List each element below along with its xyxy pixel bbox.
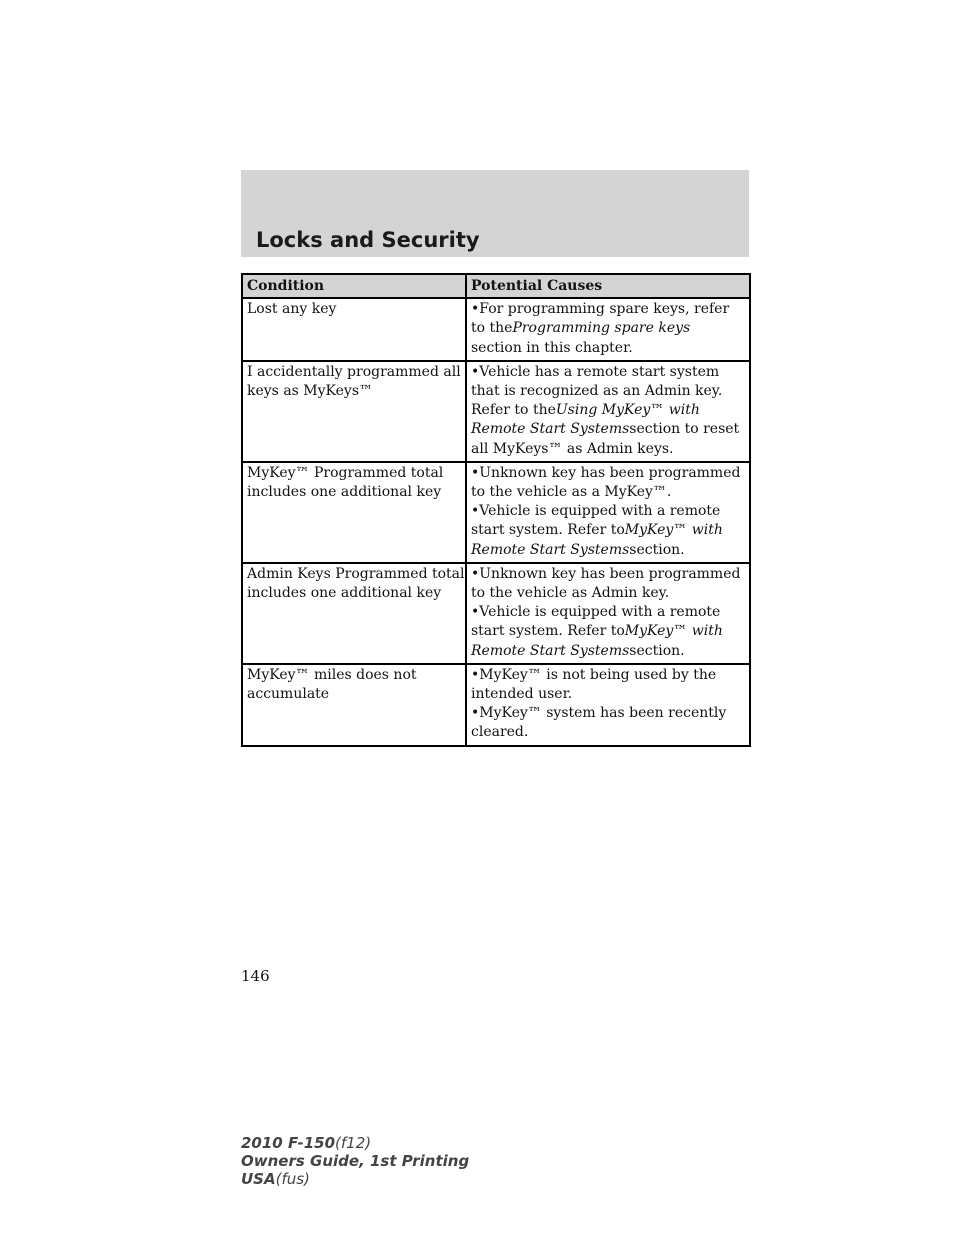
table-header-row	[242, 274, 750, 298]
potential-causes-cell	[466, 664, 750, 746]
condition-cell	[242, 298, 466, 361]
cause-line	[471, 339, 745, 358]
cause-line	[471, 584, 745, 603]
condition-text: accumulate	[247, 686, 330, 703]
potential-causes-cell	[466, 361, 750, 462]
column-header-potential-causes: Potential Causes	[466, 274, 750, 298]
cause-text: start system. Refer to	[471, 522, 625, 539]
footer-guide-line	[241, 1152, 469, 1170]
footer-market: USA	[241, 1170, 276, 1188]
footer-model-line	[241, 1134, 469, 1152]
cause-text: •Unknown key has been programmed	[471, 565, 741, 582]
cause-text: section.	[629, 541, 685, 558]
cross-reference: Using MyKey™ with	[555, 402, 700, 419]
cause-line	[471, 363, 745, 382]
cause-text: section in this chapter.	[471, 339, 633, 356]
cause-line	[471, 603, 745, 622]
cause-text: all MyKeys™ as Admin keys.	[471, 440, 674, 457]
cross-reference: Programming spare keys	[512, 320, 691, 337]
cause-text: section to reset	[629, 421, 740, 438]
cause-line	[471, 319, 745, 338]
cause-line	[471, 483, 745, 502]
condition-text: keys as MyKeys™	[247, 383, 373, 400]
column-header-condition: Condition	[242, 274, 466, 298]
condition-text: MyKey™ Programmed total	[247, 464, 444, 481]
cause-line	[471, 622, 745, 641]
condition-cell	[242, 361, 466, 462]
cause-text: to the	[471, 320, 513, 337]
table-row	[242, 462, 750, 563]
potential-causes-cell	[466, 298, 750, 361]
cause-line	[471, 521, 745, 540]
cause-text: to the vehicle as Admin key.	[471, 585, 670, 602]
cause-text: •MyKey™ is not being used by the	[471, 666, 717, 683]
footer-guide: Owners Guide, 1st Printing	[241, 1152, 470, 1170]
section-title: Locks and Security	[256, 228, 480, 252]
condition-text: MyKey™ miles does not	[247, 666, 417, 683]
cause-text: to the vehicle as a MyKey™.	[471, 484, 672, 501]
condition-text: includes one additional key	[247, 484, 442, 501]
cause-text: start system. Refer to	[471, 623, 625, 640]
table-row	[242, 361, 750, 462]
cause-text: •Vehicle is equipped with a remote	[471, 604, 721, 621]
cause-text: intended user.	[471, 686, 573, 703]
cause-line	[471, 541, 745, 560]
cause-line	[471, 440, 745, 459]
cause-line	[471, 464, 745, 483]
condition-text: Lost any key	[247, 301, 337, 318]
footer-market-code: (fus)	[275, 1170, 310, 1188]
condition-text: I accidentally programmed all	[247, 363, 461, 380]
cause-line	[471, 704, 745, 723]
footer-market-line	[241, 1170, 469, 1188]
cause-text: •Vehicle is equipped with a remote	[471, 503, 721, 520]
cause-text: •For programming spare keys, refer	[471, 301, 730, 318]
table-row	[242, 563, 750, 664]
condition-text: Admin Keys Programmed total	[247, 565, 465, 582]
cause-text: that is recognized as an Admin key.	[471, 383, 723, 400]
condition-cell	[242, 563, 466, 664]
cross-reference: Remote Start Systems	[471, 541, 630, 558]
cross-reference: MyKey™ with	[624, 623, 723, 640]
print-footer	[241, 1134, 469, 1188]
cause-line	[471, 300, 745, 319]
condition-text: includes one additional key	[247, 585, 442, 602]
condition-cell	[242, 664, 466, 746]
table-body	[242, 298, 750, 745]
cause-text: •Vehicle has a remote start system	[471, 363, 720, 380]
cause-line	[471, 382, 745, 401]
cause-text: section.	[629, 642, 685, 659]
cause-line	[471, 666, 745, 685]
cross-reference: Remote Start Systems	[471, 642, 630, 659]
cause-line	[471, 420, 745, 439]
table-row	[242, 298, 750, 361]
footer-model-code: (f12)	[335, 1134, 372, 1152]
cause-line	[471, 565, 745, 584]
cause-text: Refer to the	[471, 402, 556, 419]
cross-reference: Remote Start Systems	[471, 421, 630, 438]
cause-line	[471, 642, 745, 661]
footer-model: 2010 F-150	[241, 1134, 336, 1152]
cross-reference: MyKey™ with	[624, 522, 723, 539]
cause-line	[471, 723, 745, 742]
cause-text: •Unknown key has been programmed	[471, 464, 741, 481]
cause-text: •MyKey™ system has been recently	[471, 705, 727, 722]
cause-line	[471, 502, 745, 521]
potential-causes-cell	[466, 563, 750, 664]
table-row	[242, 664, 750, 746]
page-number: 146	[241, 967, 270, 985]
cause-line	[471, 685, 745, 704]
condition-cell	[242, 462, 466, 563]
potential-causes-cell	[466, 462, 750, 563]
cause-line	[471, 401, 745, 420]
troubleshooting-table	[241, 273, 751, 747]
cause-text: cleared.	[471, 724, 529, 741]
